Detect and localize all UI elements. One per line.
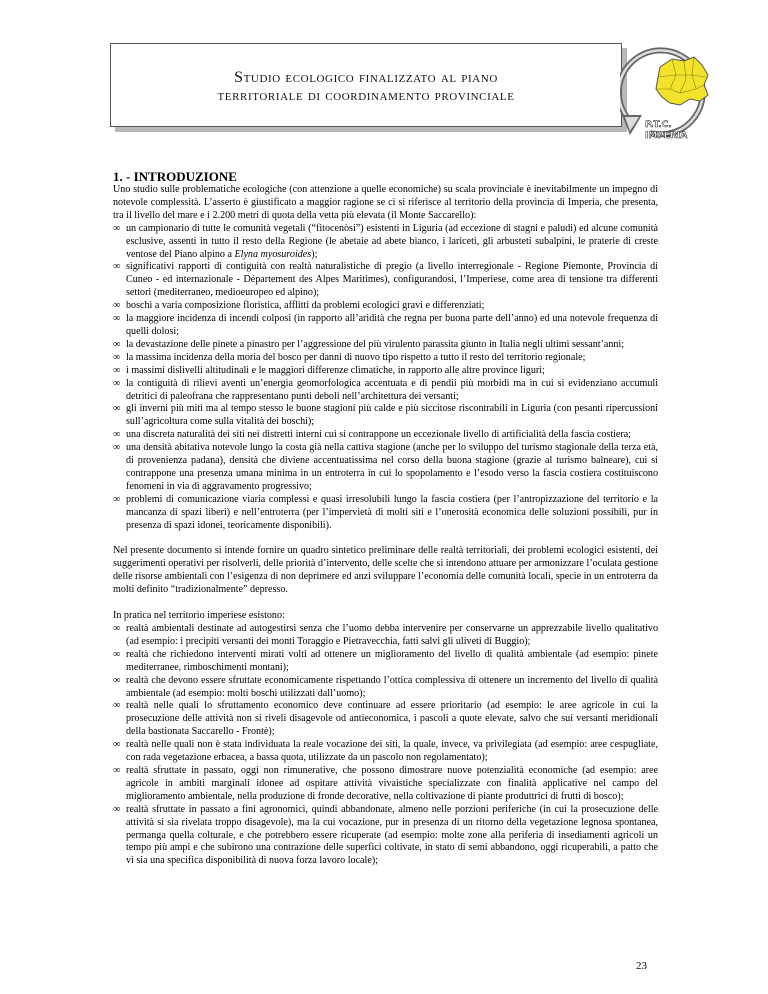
list-item (113, 700, 658, 739)
list-item-text: realtà sfruttate in passato a fini agronomici, quindi abbandonate, almeno nelle porzioni periferiche (in cui la prosecuzione delle attività si sia rivelata troppo disagevole), ma la cui vocazione, pur in presenza di un ritorno della vegetazione legnosa spontanea, permanga quella colturale, e che potrebbero essere ricuperate (ad esempio: molte zone alla periferia di insediamenti agricoli un tempo più ampi e che subirono una contrazione delle superfici coltivate, in stato di semi abbandono, oggi ricuperabili, a patto che vi sia una specifica disponibilità di nuova forza lavoro locale); (126, 803, 658, 867)
bullet-icon: ∞ (113, 429, 121, 441)
page-number: 23 (636, 960, 647, 972)
bullet-icon: ∞ (113, 261, 121, 273)
banner-title (111, 69, 621, 105)
list-item (113, 300, 658, 313)
bullet-icon: ∞ (113, 442, 121, 454)
list-item (113, 365, 658, 378)
bullet-icon: ∞ (113, 623, 121, 634)
list-item-text: realtà nelle quali non è stata individuata la reale vocazione dei siti, la quale, invece, va privilegiata (ad esempio: aree cespugliate, con rada vegetazione erbacea, a bassa quota, utilizzate da un pascolo non regolamentato); (126, 739, 658, 764)
purpose-paragraph: Nel presente documento si intende fornire un quadro sintetico preliminare delle realtà territoriali, dei problemi ecologici esistenti, dei suggerimenti operativi per risolverli, delle priorità d’intervento, delle scelte che si intendono attuare per armonizzare l’oculata gestione delle risorse ambientali con l’esigenza di non deprimere ed anzi sviluppare l’economia delle comunità locali, specie in un entroterra da molti definito “tradizionalmente” depresso. (113, 545, 658, 596)
bullet-icon: ∞ (113, 493, 121, 505)
list-item (113, 494, 658, 533)
list-item-text: realtà che devono essere sfruttate economicamente rispettando l’ottica complessiva di ottenere un incremento del livello di qualità ambientale (ad esempio: molti boschi utilizzati dall’uomo); (126, 674, 658, 699)
list-item-text: la devastazione delle pinete a pinastro per l’aggressione del più virulento parassita giunto in Italia negli ultimi sessant’anni; (126, 338, 625, 350)
list-item (113, 623, 658, 649)
list-item-text: problemi di comunicazione viaria complessi e quasi irresolubili lungo la fascia costiera (per l’antropizzazione del territorio e la mancanza di spazi liberi) e nell’entroterra (per l’impervietà di molti siti e l’onerosità economica delle soluzioni possibili, pur in presenza di spazi idonei, teoricamente disponibili). (126, 493, 658, 531)
list-item (113, 804, 658, 869)
list-item (113, 378, 658, 404)
bullet-icon: ∞ (113, 700, 121, 712)
bullet-icon: ∞ (113, 222, 121, 234)
intro-bullet-list (113, 223, 658, 533)
bullet-icon: ∞ (113, 351, 121, 363)
list-item-text: realtà nelle quali lo sfruttamento economico deve continuare ad essere prioritario (ad esempio: le aree agricole in cui la prosecuzione delle attività non si riveli disagevole od antieconomica, i pascoli a quote elevate, salvo che sui versanti meridionali della bastionata Saccarello - Frontè); (126, 700, 658, 738)
list-item-text: gli inverni più miti ma al tempo stesso le buone stagioni più calde e più siccitose riscontrabili in Liguria (con pesanti ripercussioni sull’agricoltura come sulla vitalità dei boschi); (126, 403, 658, 428)
list-item-text: la maggiore incidenza di incendi colposi (in rapporto all’aridità che regna per buona parte dell’anno) ed una notevole frequenza di quelli dolosi; (126, 313, 658, 337)
list-item-text: i massimi dislivelli altitudinali e le maggiori differenze climatiche, in rapporto alle altre province liguri; (126, 364, 545, 376)
list-item (113, 261, 658, 300)
list-item (113, 352, 658, 365)
banner-title-line-1: Studio ecologico finalizzato al piano (234, 69, 498, 86)
practice-bullet-list (113, 623, 658, 868)
list-item-text: significativi rapporti di contiguità con realtà naturalistiche di pregio (a livello interregionale - Regione Piemonte, Provincia di Cuneo - ed internazionale - Département des Alpes Maritimes), configurandosi, l’Imperiese, come area di tensione tra differenti settori (mediterraneo, medioeuropeo ed alpino); (126, 261, 658, 299)
bullet-icon: ∞ (113, 803, 121, 815)
intro-paragraph: Uno studio sulle problematiche ecologiche (con attenzione a quelle economiche) su scala provinciale è inevitabilmente un impegno di notevole complessità. L’asserto è giustificato a maggior ragione se ci si riferisce al territorio della provincia di Imperia, che presenta, tra il livello del mare e i 2.200 metri di quota della vetta più elevata (il Monte Saccarello): (113, 184, 658, 221)
bullet-icon: ∞ (113, 403, 121, 415)
bullet-icon: ∞ (113, 377, 121, 389)
ptc-imperia-logo (620, 45, 720, 145)
list-item-text: boschi a varia composizione floristica, afflitti da problemi ecologici gravi e differenziati; (126, 300, 485, 312)
list-item (113, 429, 658, 442)
bullet-icon: ∞ (113, 648, 121, 660)
list-item-text: una densità abitativa notevole lungo la costa già nella cattiva stagione (anche per lo sviluppo del turismo stagionale della terza età, di provenienza padana), densità che diviene accentuatissima nel corso della buona stagione (grazie al turismo balneare), cui si contrappone una presenza umana minima in un entroterra in cui lo spopolamento e l’esodo verso la fascia costiera costituiscono fenomeni in via di aggravamento progressivo; (126, 442, 658, 492)
list-item-text: realtà sfruttate in passato, oggi non rimunerative, che possono dimostrare nuove potenzialità economiche (ad esempio: aree agricole in ambiti marginali idonee ad ospitare attività vivaistiche specializzate con finalità applicative nel campo del miglioramento ambientale, nella produzione di fronde decorative, nella coltivazione di piante produttrici di frutti di bosco); (126, 764, 658, 802)
list-item-text: la massima incidenza della moria del bosco per danni di nuovo tipo rispetto a tutto il resto del territorio regionale; (126, 351, 586, 363)
list-item (113, 739, 658, 765)
list-item-text: una discreta naturalità dei siti nei distretti interni cui si contrappone un eccezionale livello di artificialità della fascia costiera; (126, 429, 632, 441)
species-name: Elyna myosuroides (234, 248, 312, 260)
bullet-icon: ∞ (113, 364, 121, 376)
document-body (113, 184, 658, 881)
title-banner (110, 43, 622, 127)
list-item (113, 765, 658, 804)
list-item-text: realtà ambientali destinate ad autogestirsi senza che l’uomo debba intervenire per conservarne un apprezzabile livello qualitativo (ad esempio: i precipiti versanti dei monti Toraggio e Pietravecchia, fatti salvi gli uliveti di Buggio); (126, 623, 658, 647)
bullet-icon: ∞ (113, 313, 121, 325)
list-item-text-end: ); (311, 248, 318, 260)
bullet-icon: ∞ (113, 300, 121, 312)
logo-text-imperia: IMPERIA (645, 131, 688, 141)
bullet-icon: ∞ (113, 674, 121, 686)
bullet-icon: ∞ (113, 764, 121, 776)
list-item (113, 403, 658, 429)
bullet-icon: ∞ (113, 739, 121, 751)
logo-text-ptc: P.T.C. (645, 120, 672, 130)
list-item-text: un campionario di tutte le comunità vegetali (“fitocenòsi”) esistenti in Liguria (ad eccezione di stagni e paludi) ed alcune comunità esclusive, assenti in tutto il resto della Regione (le abetaie ad abete bianco, i lariceti, gli arbusteti subalpini, le praterie di creste ventose del Piano alpino a (126, 222, 658, 260)
bullet-icon: ∞ (113, 338, 121, 350)
list-item (113, 223, 658, 262)
list-item-text: la contiguità di rilievi aventi un’energia geomorfologica accentuata e di pendii più morbidi ma in cui si evidenziano accumuli detritici di paleofrana che rappresentano punti deboli nell’architettura dei versanti; (126, 377, 658, 402)
list-item (113, 649, 658, 675)
list-item (113, 675, 658, 701)
list-item (113, 313, 658, 339)
section-title: 1. - INTRODUZIONE (113, 169, 237, 184)
list-item (113, 442, 658, 494)
practice-intro: In pratica nel territorio imperiese esistono: (113, 610, 285, 622)
list-item (113, 339, 658, 352)
banner-title-line-2: territoriale di coordinamento provinciale (217, 87, 515, 104)
list-item-text: realtà che richiedono interventi mirati volti ad ottenere un miglioramento del livello di qualità ambientale (ad esempio: pinete mediterranee, rimboschimenti montani); (126, 648, 658, 673)
